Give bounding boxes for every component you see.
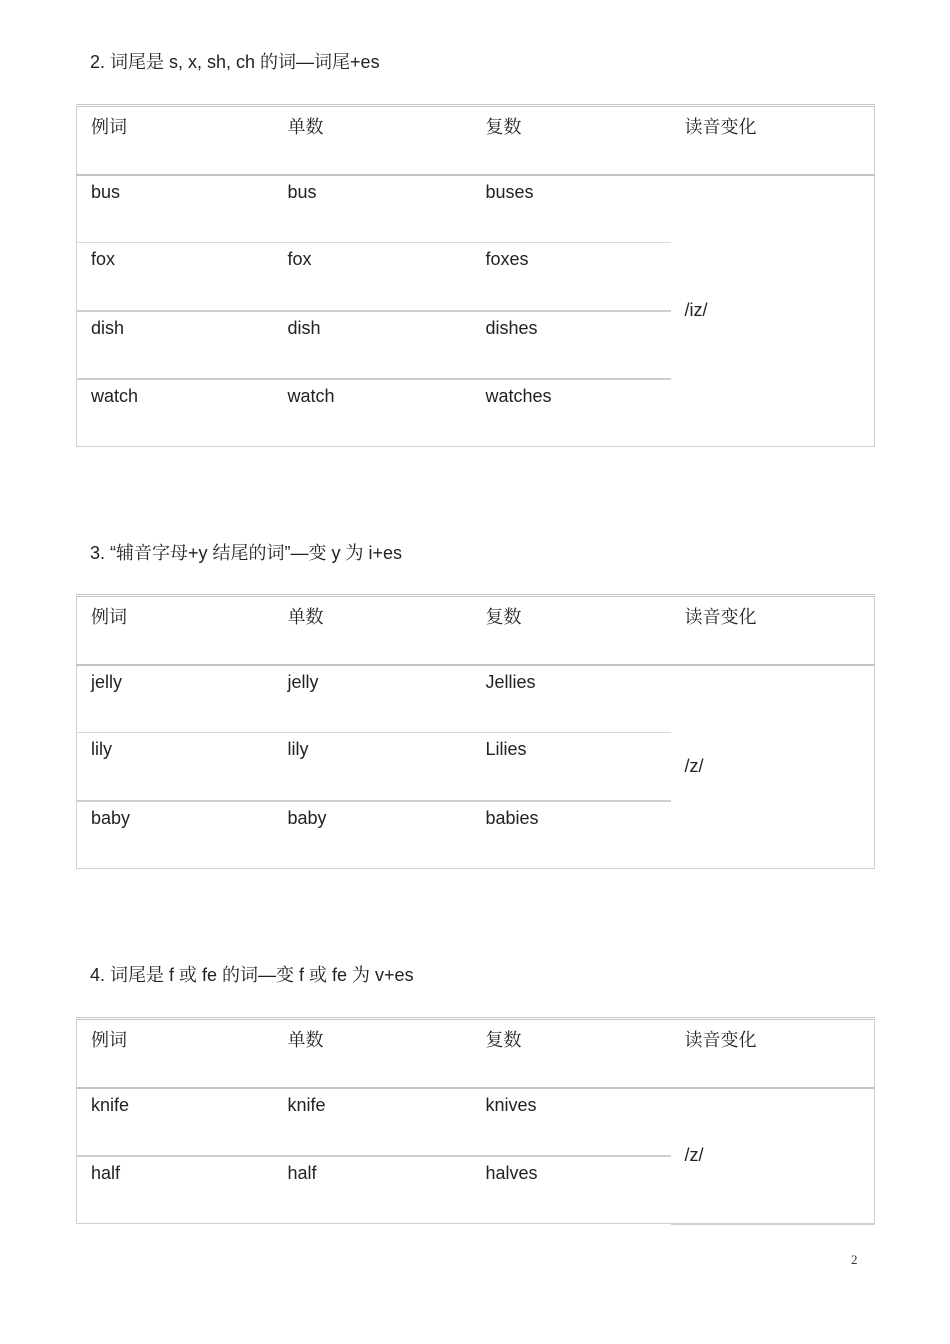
cell-plural: babies — [485, 807, 539, 828]
plural-table-es — [76, 104, 875, 447]
header-pronunciation: 读音变化 — [671, 596, 875, 665]
cell-example: dish — [77, 311, 274, 379]
cell-example: watch — [91, 385, 139, 406]
cell-plural: foxes — [472, 243, 671, 311]
table-header-row — [77, 596, 875, 665]
cell-example: half — [91, 1162, 121, 1183]
cell-singular: baby — [287, 807, 327, 828]
cell-example: jelly — [77, 665, 274, 733]
section-heading: 3. “辅音字母+y 结尾的词”—变 y 为 i+es — [90, 543, 403, 563]
cell-pronunciation: /z/ — [671, 1088, 875, 1224]
cell-singular: watch — [287, 385, 335, 406]
cell-singular: bus — [274, 175, 472, 243]
cell-example: lily — [77, 733, 274, 801]
table-row — [77, 175, 875, 243]
cell-singular: knife — [274, 1088, 472, 1156]
plural-table-ies — [76, 594, 875, 869]
header-pronunciation: 读音变化 — [671, 106, 875, 175]
cell-singular: fox — [274, 243, 472, 311]
cell-example: knife — [77, 1088, 274, 1156]
cell-plural: buses — [472, 175, 671, 243]
table-header-row — [77, 1019, 875, 1088]
header-plural: 复数 — [472, 1019, 671, 1088]
cell-plural: Lilies — [472, 733, 671, 801]
cell-plural: dishes — [472, 311, 671, 379]
cell-pronunciation: /iz/ — [684, 300, 708, 321]
cell-singular: lily — [274, 733, 472, 801]
cell-singular: jelly — [274, 665, 472, 733]
cell-plural: Jellies — [472, 665, 671, 733]
header-plural: 复数 — [472, 106, 671, 175]
cell-plural: halves — [485, 1162, 538, 1183]
plural-table-ves — [76, 1017, 875, 1225]
cell-plural: watches — [485, 385, 552, 406]
cell-example: fox — [77, 243, 274, 311]
header-example: 例词 — [77, 106, 274, 175]
cell-pronunciation: /z/ — [684, 756, 704, 777]
header-singular: 单数 — [274, 1019, 472, 1088]
table-row — [77, 665, 875, 733]
header-singular: 单数 — [274, 596, 472, 665]
header-example: 例词 — [77, 1019, 274, 1088]
section-heading: 2. 词尾是 s, x, sh, ch 的词—词尾+es — [90, 52, 380, 72]
header-plural: 复数 — [472, 596, 671, 665]
table-row — [77, 1088, 875, 1156]
header-singular: 单数 — [274, 106, 472, 175]
table-header-row — [77, 106, 875, 175]
cell-singular: dish — [274, 311, 472, 379]
page-number: 2 — [851, 1252, 858, 1267]
cell-plural: knives — [472, 1088, 671, 1156]
cell-example: baby — [91, 807, 131, 828]
section-heading: 4. 词尾是 f 或 fe 的词—变 f 或 fe 为 v+es — [90, 965, 414, 985]
cell-example: bus — [77, 175, 274, 243]
header-example: 例词 — [77, 596, 274, 665]
cell-singular: half — [287, 1162, 317, 1183]
header-pronunciation: 读音变化 — [671, 1019, 875, 1088]
